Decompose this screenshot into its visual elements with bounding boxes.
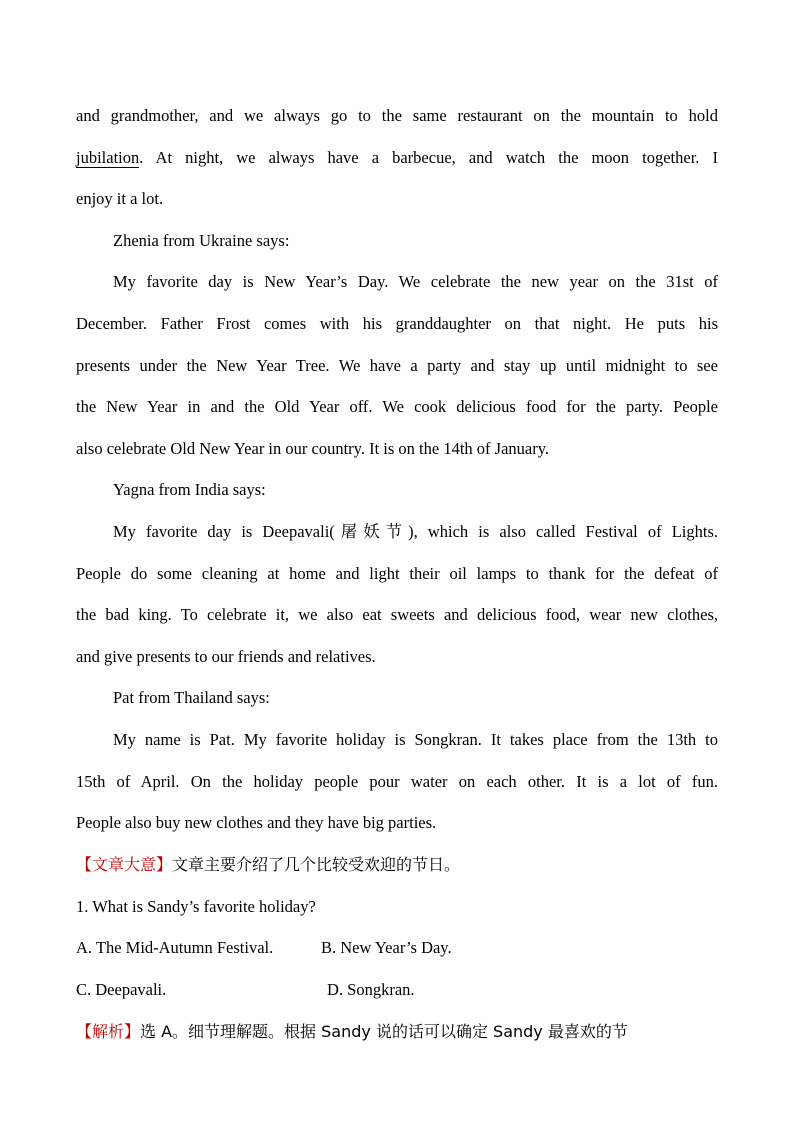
punctuation: . [139,148,144,167]
summary-label: 【文章大意】 [76,855,173,874]
question-stem: 1. What is Sandy’s favorite holiday? [76,897,316,916]
speaker-heading: Yagna from India says: [113,480,266,499]
analysis-line [76,1021,718,1043]
text-line: My favorite day is New Year’s Day. We celebrate the new year on the 31st of [113,272,718,291]
text-line: also celebrate Old New Year in our country. It is on the 14th of January. [76,439,550,458]
text-line-with-underline [76,147,718,169]
text-line-remainder: At night, we always have a barbecue, and watch the moon together. I [155,148,718,167]
analysis-label: 【解析】 [76,1022,141,1041]
speaker-heading: Zhenia from Ukraine says: [113,231,290,250]
text-line: enjoy it a lot. [76,189,164,208]
summary-line [76,854,718,876]
underlined-word: jubilation [76,148,140,167]
option-a: A. The Mid-Autumn Festival. [76,938,274,957]
summary-text: 文章主要介绍了几个比较受欢迎的节日。 [172,855,461,874]
options-row [76,979,718,1001]
speaker-heading: Pat from Thailand says: [113,688,270,707]
text-line: My favorite day is Deepavali(屠妖节), which is also called Festival of Lights. [113,522,718,541]
option-b: B. New Year’s Day. [321,938,452,957]
text-line: and grandmother, and we always go to the same restaurant on the mountain to hold [76,106,718,125]
option-c: C. Deepavali. [76,980,167,999]
analysis-text: 选 A。细节理解题。根据 Sandy 说的话可以确定 Sandy 最喜欢的节 [140,1022,628,1041]
text-line: and give presents to our friends and relatives. [76,647,376,666]
text-line: the New Year in and the Old Year off. We cook delicious food for the party. People [76,397,718,416]
text-line: the bad king. To celebrate it, we also eat sweets and delicious food, wear new clothes, [76,605,718,624]
options-row [76,937,718,959]
text-line: December. Father Frost comes with his granddaughter on that night. He puts his [76,314,718,333]
text-line: My name is Pat. My favorite holiday is Songkran. It takes place from the 13th to [113,730,718,749]
text-line: 15th of April. On the holiday people pour water on each other. It is a lot of fun. [76,772,718,791]
text-line: People also buy new clothes and they have big parties. [76,813,437,832]
text-line: People do some cleaning at home and light their oil lamps to thank for the defeat of [76,564,718,583]
option-d: D. Songkran. [327,980,415,999]
text-line: presents under the New Year Tree. We have a party and stay up until midnight to see [76,356,718,375]
